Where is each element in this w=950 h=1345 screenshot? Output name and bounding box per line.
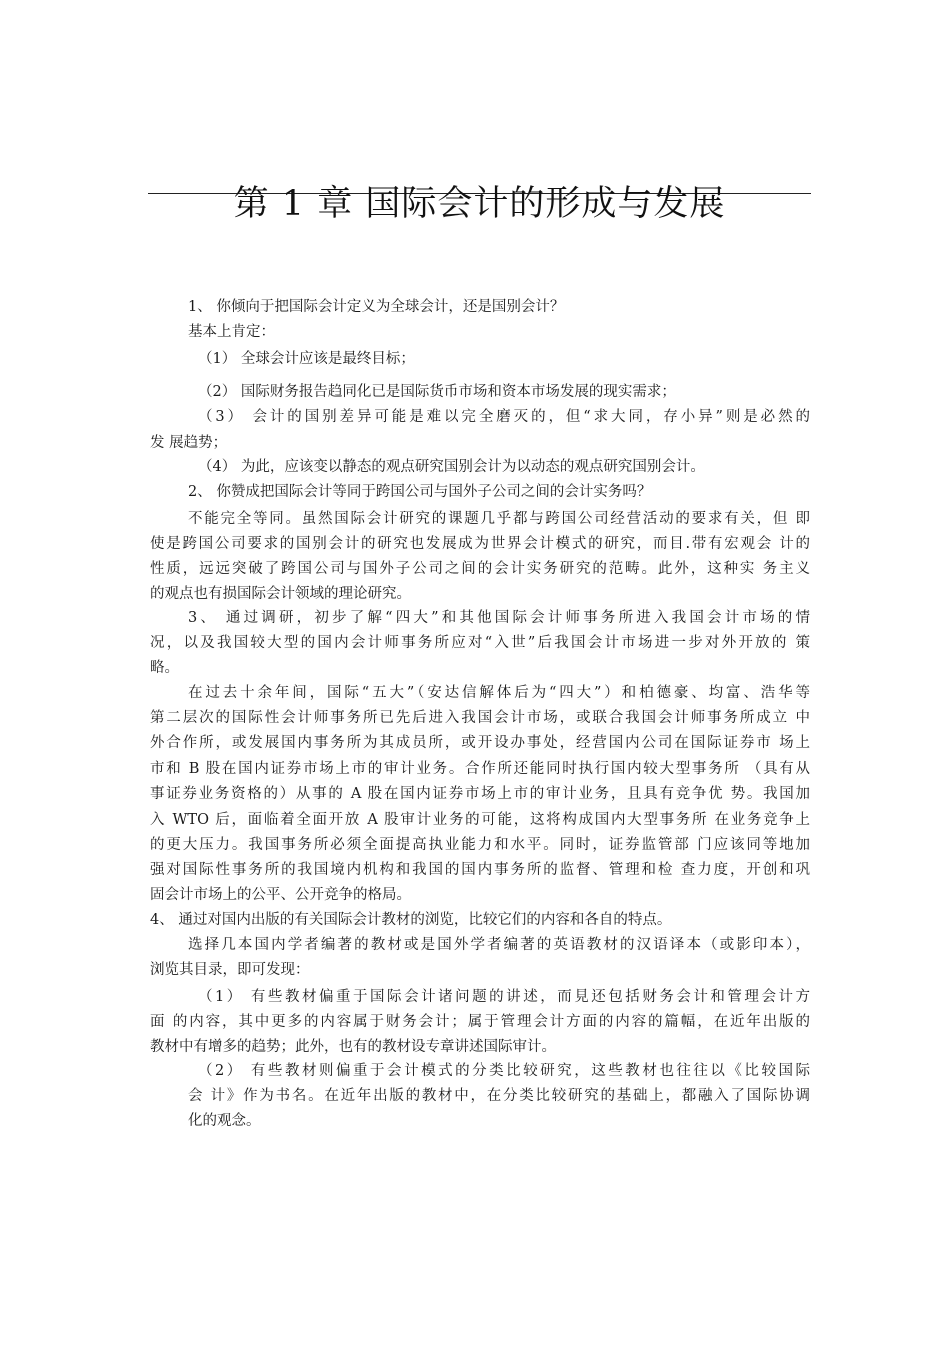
list-item: （2） 有些教材则偏重于会计模式的分类比较研究，这些教材也往往以《比较国际 bbox=[198, 1063, 810, 1079]
answer-line: 强对国际性事务所的我国境内机构和我国的国内事务所的监督、管理和检 查力度，开创和巩 bbox=[150, 862, 810, 878]
answer-line: 的观点也有损国际会计领域的理论研究。 bbox=[150, 586, 411, 602]
question-3-continued: 况，以及我国较大型的国内会计师事务所应对“入世”后我国会计市场进一步对外开放的 策 bbox=[150, 635, 810, 651]
answer-line: 选择几本国内学者编著的教材或是国外学者编著的英语教材的汉语译本（或影印本）， bbox=[188, 937, 810, 953]
answer-line: 第二层次的国际性会计师事务所已先后进入我国会计市场，或联合我国会计师事务所成立 中 bbox=[150, 710, 810, 726]
list-item: （3） 会计的国别差异可能是难以完全磨灭的，但“求大同，存小异”则是必然的 bbox=[198, 409, 810, 425]
question-3-continued: 略。 bbox=[150, 660, 179, 676]
answer-line: 固会计市场上的公平、公开竞争的格局。 bbox=[150, 887, 411, 903]
list-item: （4） 为此，应该变以静态的观点研究国别会计为以动态的观点研究国别会计。 bbox=[198, 459, 705, 475]
list-item: （1） 有些教材偏重于国际会计诸问题的讲述，而見还包括财务会计和管理会计方 bbox=[198, 989, 810, 1005]
list-item: （1） 全球会计应该是最终目标； bbox=[198, 351, 415, 367]
question-1: 1、 你倾向于把国际会计定义为全球会计，还是国别会计？ bbox=[188, 299, 565, 315]
answer-line: 市和 B 股在国内证券市场上市的审计业务。合作所还能同时执行国内较大型事务所 （具有从 bbox=[150, 761, 810, 777]
list-item-continued: 发 展趋势； bbox=[150, 435, 228, 451]
list-item-continued: 面 的内容，其中更多的内容属于财务会计；属于管理会计方面的内容的篇幅，在近年出版的 bbox=[150, 1014, 810, 1030]
answer-line: 使是跨国公司要求的国别会计的研究也发展成为世界会计模式的研究，而目.带有宏观会 计的 bbox=[150, 536, 810, 552]
answer-line: 浏览其目录，即可发现： bbox=[150, 962, 310, 978]
answer-line: 入 WTO 后，面临着全面开放 A 股审计业务的可能，这将构成国内大型事务所 在业务竞争上 bbox=[150, 812, 810, 828]
answer-line: 的更大压力。我国事务所必须全面提高执业能力和水平。同时，证券监管部 门应该同等地加 bbox=[150, 837, 810, 853]
list-item-continued: 化的观念。 bbox=[188, 1113, 261, 1129]
question-3: 3、 通过调研，初步了解“四大”和其他国际会计师事务所进入我国会计市场的情 bbox=[188, 610, 810, 626]
list-item-continued: 会 计》作为书名。在近年出版的教材中，在分类比较研究的基础上，都融入了国际协调 bbox=[188, 1088, 810, 1104]
question-4: 4、 通过对国内出版的有关国际会计教材的浏览，比较它们的内容和各自的特点。 bbox=[150, 912, 672, 928]
answer-line: 不能完全等同。虽然国际会计研究的课题几乎都与跨国公司经营活动的要求有关，但 即 bbox=[188, 511, 810, 527]
list-item-continued: 教材中有增多的趋势；此外，也有的教材设专章讲述国际审计。 bbox=[150, 1039, 556, 1055]
answer-line: 在过去十余年间，国际“五大”（安达信解体后为“四大”）和柏德豪、均富、浩华等 bbox=[188, 685, 810, 701]
question-2: 2、 你赞成把国际会计等同于跨国公司与国外子公司之间的会计实务吗？ bbox=[188, 484, 652, 500]
chapter-title: 第 1 章 国际会计的形成与发展 bbox=[233, 184, 726, 224]
list-item: （2） 国际财务报告趋同化已是国际货币市场和资本市场发展的现实需求； bbox=[198, 384, 676, 400]
answer-line: 基本上肯定： bbox=[188, 324, 275, 340]
answer-line: 外合作所，或发展国内事务所为其成员所，或开设办事处，经营国内公司在国际证券市 场上 bbox=[150, 735, 810, 751]
answer-line: 性质，远远突破了跨国公司与国外子公司之间的会计实务研究的范畴。此外，这种实 务主义 bbox=[150, 561, 810, 577]
answer-line: 事证券业务资格的）从事的 A 股在国内证券市场上市的审计业务，且具有竞争优 势。我国加 bbox=[150, 786, 810, 802]
